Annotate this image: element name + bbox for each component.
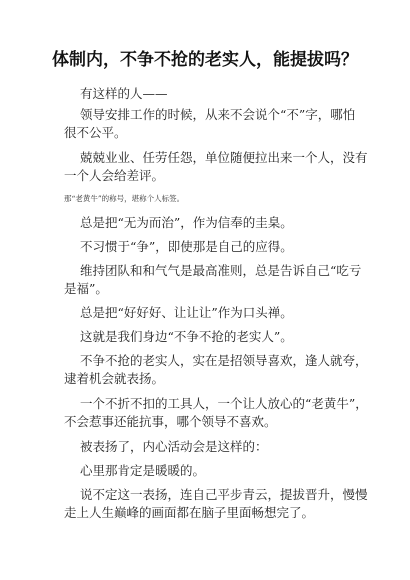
paragraph-line: 一个不折不扣的工具人，一个让人放心的“老黄牛”， — [80, 396, 368, 411]
paragraph-line: 有这样的人—— — [80, 86, 168, 101]
paragraph-line: 心里那肯定是暖暖的。 — [80, 463, 206, 478]
paragraph-line: 走上人生巅峰的画面都在脑子里面畅想完了。 — [64, 505, 315, 520]
paragraph-line: 不会惹事还能抗事，哪个领导不喜欢。 — [64, 414, 277, 429]
paragraph-line: 逮着机会就表扬。 — [64, 371, 165, 386]
paragraph-line: 那“老黄牛”的称号，堪称个人标签。 — [64, 194, 185, 203]
paragraph-line: 这就是我们身边“不争不抢的老实人”。 — [80, 329, 293, 344]
paragraph-line: 被表扬了，内心活动会是这样的： — [80, 439, 268, 454]
paragraph-line: 不争不抢的老实人，实在是招领导喜欢，逢人就夸， — [80, 353, 368, 368]
paragraph-line: 维持团队和和气气是最高准则，总是告诉自己“吃亏 — [80, 263, 362, 278]
paragraph-line: 总是把“好好好、让让让”作为口头禅。 — [80, 305, 293, 320]
paragraph-line: 是福”。 — [64, 281, 108, 296]
paragraph-line: 不习惯于“争”，即使那是自己的应得。 — [80, 239, 293, 254]
article-title: 体制内，不争不抢的老实人，能提拔吗？ — [52, 50, 358, 70]
paragraph-line: 说不定这一表扬，连自己平步青云，提拔晋升，慢慢 — [80, 487, 368, 502]
paragraph-line: 一个人会给差评。 — [64, 168, 165, 183]
paragraph-line: 领导安排工作的时候，从来不会说个“不”字，哪怕 — [80, 107, 356, 122]
paragraph-line: 兢兢业业、任劳任怨，单位随便拉出来一个人，没有 — [80, 150, 368, 165]
paragraph-line: 总是把“无为而治”，作为信奉的圭臬。 — [80, 215, 293, 230]
paragraph-line: 很不公平。 — [64, 125, 127, 140]
